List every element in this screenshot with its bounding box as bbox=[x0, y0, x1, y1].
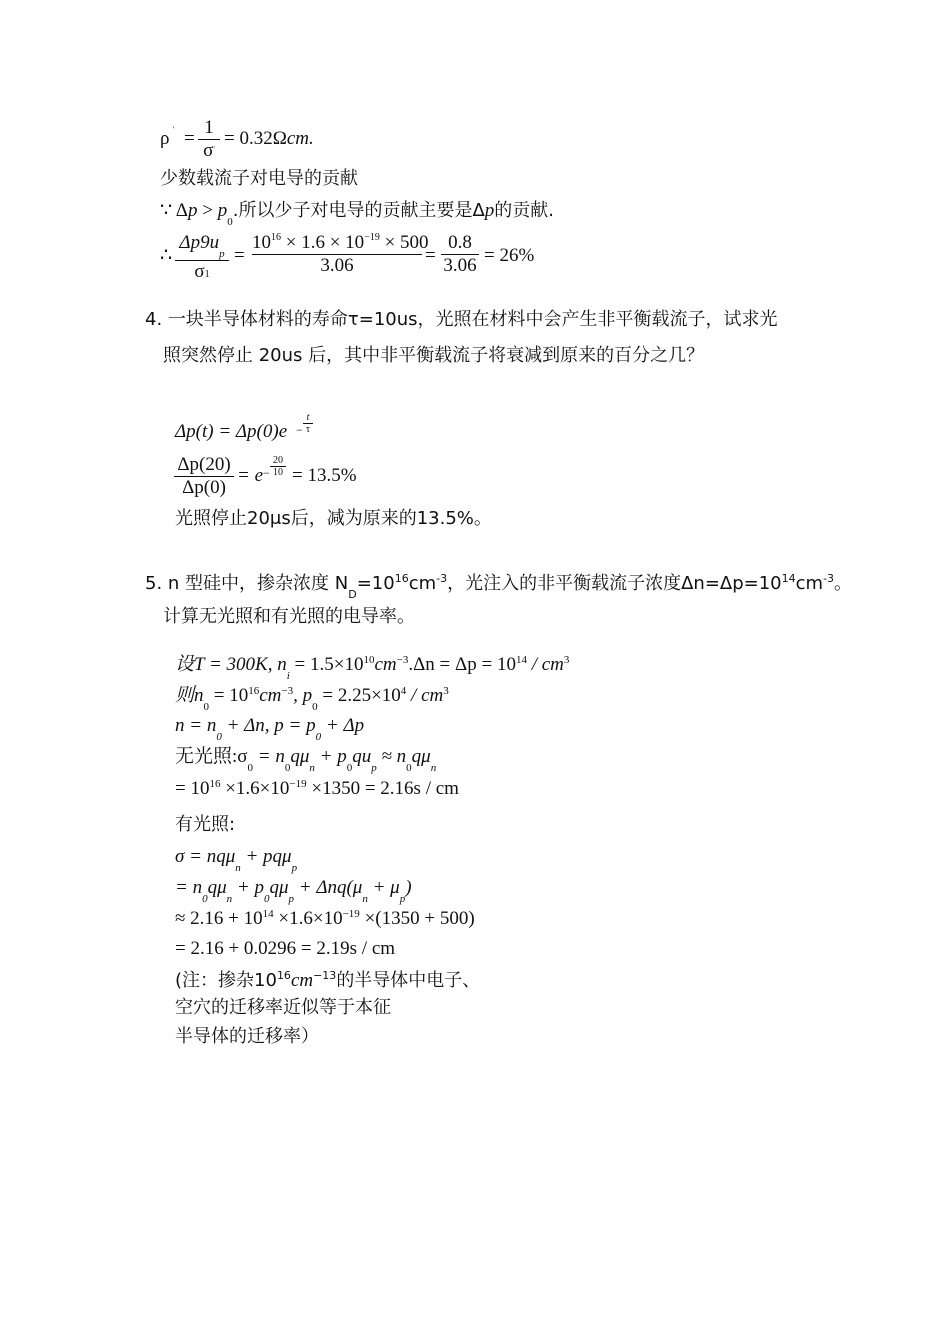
exponential-base: = e bbox=[237, 465, 264, 486]
solution-line-4: 无光照$:\sigma_0 = n_0q\mu_n + p_0qu_p \approx n_0q\mu_n$ bbox=[175, 746, 437, 774]
minority-carrier-heading: 少数载流子对电导的贡献 bbox=[160, 168, 358, 189]
rho-value: = 0.32Ωcm. bbox=[224, 128, 314, 149]
fraction-numerator: 0.8 bbox=[448, 232, 472, 253]
rho-symbol: ρ bbox=[160, 128, 170, 149]
ratio-fraction bbox=[174, 454, 234, 499]
fraction-numerator: Δp(20) bbox=[177, 454, 231, 475]
solution-line-9: ≈ $2.16 + 10^{14} \times 1.6\times 10^{-19} \times(1350 + 500)$ bbox=[175, 908, 475, 929]
fraction-denominator: σ' bbox=[203, 140, 215, 161]
fraction-denominator: σ1 bbox=[194, 261, 210, 282]
exponent-denominator: τ bbox=[305, 424, 311, 435]
exponent-fraction bbox=[270, 455, 286, 478]
note-line-3: 半导体的迁移率） bbox=[175, 1026, 319, 1047]
rho-prime: ' bbox=[173, 125, 175, 134]
question-4-conclusion: 光照停止20μs后，减为原来的13.5%。 bbox=[175, 508, 492, 529]
equals-sign: = bbox=[234, 245, 245, 266]
contribution-fraction bbox=[175, 232, 229, 283]
question-5-line-1: 5. n 型硅中，掺杂浓度 $N_D=10^{16}cm^{-3}$，光注入的非平衡载流子浓度$\Delta n=\Delta p=10^{14}cm^{-3}$。 bbox=[145, 572, 853, 601]
note-line-2: 空穴的迁移率近似等于本征 bbox=[175, 997, 391, 1018]
solution-line-2: 则$n_0 = 10^{16}cm^{-3}$, $p_0 = 2.25\times 10^4 / cm^3$ bbox=[175, 685, 449, 713]
exponent-minus: − bbox=[263, 466, 270, 480]
fraction-numerator: $\Delta p9u_p$ bbox=[179, 232, 225, 260]
solution-line-6: 有光照: bbox=[175, 814, 236, 835]
solution-line-5: = $10^{16} \times 1.6\times 10^{-19} \times 1350 = 2.16s$ / cm bbox=[175, 778, 459, 799]
exponent-fraction bbox=[303, 412, 313, 435]
exponent-denominator: 10 bbox=[273, 467, 283, 478]
question-4-line-1: 4. 一块半导体材料的寿命τ=10us，光照在材料中会产生非平衡载流子，试求光 bbox=[145, 309, 778, 330]
solution-line-1: 设T = 300K, $n_i = 1.5\times 10^{10}cm^{-3}.\Delta n = \Delta p = 10^{14} / cm^3$ bbox=[175, 654, 570, 682]
solution-line-10: = 2.16 + 0.0296 = 2.19s / cm bbox=[175, 938, 396, 959]
result-fraction bbox=[441, 232, 479, 277]
question-4-line-2: 照突然停止 20us 后，其中非平衡载流子将衰减到原来的百分之几？ bbox=[163, 345, 705, 366]
fraction-numerator: $10^{16} \times 1.6 \times 10^{-19} \times 500$ bbox=[252, 232, 429, 253]
equals-sign: = bbox=[184, 128, 195, 149]
because-statement: ∵ $\Delta p > p_0$.所以少子对电导的贡献主要是Δp的贡献. bbox=[160, 200, 555, 228]
fraction-denominator: 3.06 bbox=[320, 255, 354, 276]
fraction-denominator: Δp(0) bbox=[182, 477, 226, 498]
equals-sign: = bbox=[425, 245, 436, 266]
ratio-result: = 13.5% bbox=[292, 465, 357, 486]
solution-line-7: σ = nqμ$_n$ + pqμ$_p$ bbox=[175, 846, 298, 874]
percentage-result: = 26% bbox=[484, 245, 535, 266]
exponent-minus: − bbox=[296, 423, 303, 437]
decay-expression: Δp(t) = Δp(0)e bbox=[175, 421, 288, 442]
question-5-line-2: 计算无光照和有光照的电导率。 bbox=[163, 606, 415, 627]
numeric-fraction bbox=[252, 232, 429, 277]
therefore-symbol: ∴ bbox=[160, 245, 173, 266]
exponent-numerator: t bbox=[306, 412, 310, 423]
solution-line-3: $n = n_0 + \Delta n$, $p = p_0 + \Delta p$ bbox=[175, 715, 365, 743]
note-line-1: (注：掺杂$10^{16}cm^{-13}$的半导体中电子、 bbox=[175, 969, 481, 991]
fraction-numerator: 1 bbox=[204, 117, 214, 138]
fraction-denominator: 3.06 bbox=[443, 255, 477, 276]
exponent-numerator: 20 bbox=[273, 455, 283, 466]
one-over-sigma-fraction bbox=[198, 117, 220, 162]
solution-line-8: = $n_0q\mu_n + p_0q\mu_p + \Delta nq(\mu_n + \mu_p)$ bbox=[175, 877, 412, 905]
